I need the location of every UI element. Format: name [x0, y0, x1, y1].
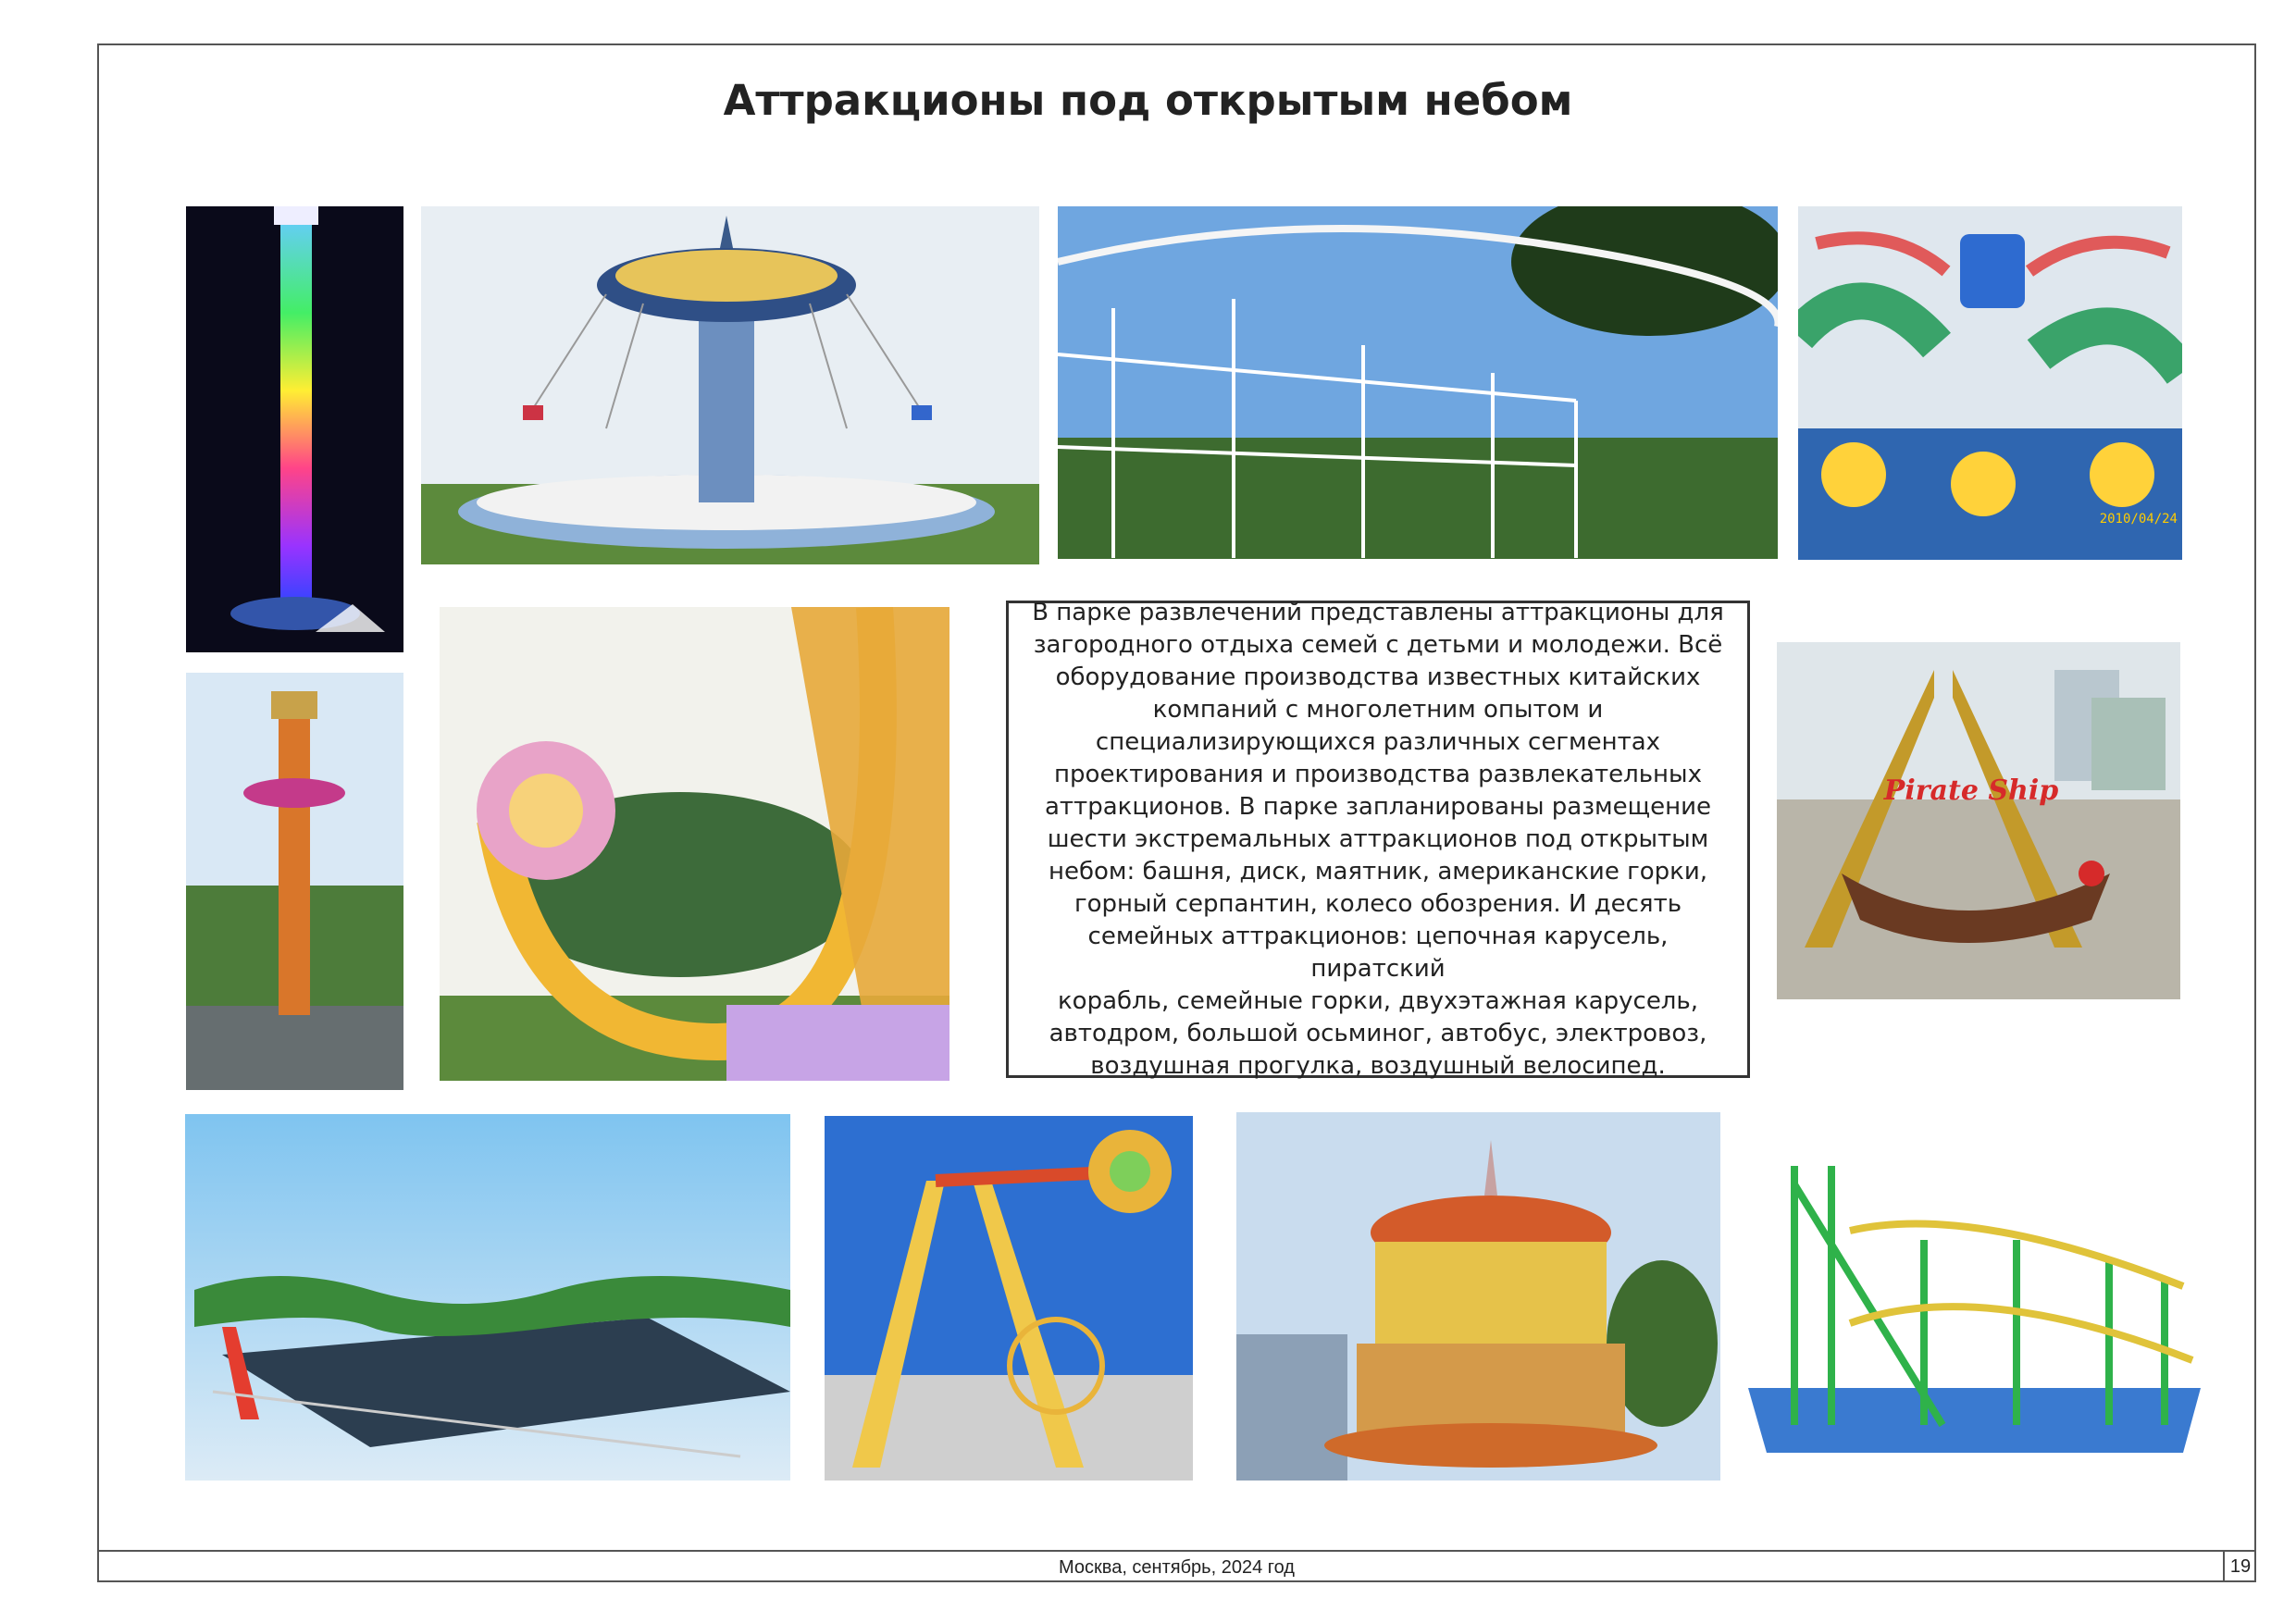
info-box [1006, 598, 1750, 1080]
photo-giant-disk-ride [440, 607, 949, 1081]
footer-location-date: Москва, сентябрь, 2024 год [1059, 1557, 1295, 1578]
photo-double-decker-carousel [1236, 1112, 1720, 1481]
pirate-ship-sign: Pirate Ship [1883, 774, 2059, 807]
photo-pirate-ship [1777, 642, 2180, 999]
photo-mountain-coaster [1739, 1147, 2201, 1481]
photo-chain-carousel [421, 206, 1039, 564]
info-text: В парке развлечений представлены аттракционы для загородного отдыха семей с детьми и молодежи. Всё оборудование производства известных китайских компаний с многолетним опытом и специализирующихся различных сегментах проектирования и производства развлекательных аттракционов. В парке запланированы размещение шести экстремальных аттракционов под открытым небом: башня, диск, маятник, американские горки, горный серпантин, колесо обозрения. И десять семейных аттракционов: цепочная карусель, пиратский корабль, семейные горки, двухэтажная карусель, автодром, большой осьминог, автобус, электровоз, воздушная прогулка, воздушный велосипед. [1032, 598, 1724, 1080]
page-number: 19 [2223, 1552, 2256, 1582]
photo-family-coaster-rendering [185, 1114, 790, 1481]
photo-pendulum-ride [825, 1116, 1193, 1481]
photo-octopus-ride [1798, 206, 2182, 560]
page-title: Аттракционы под открытым небом [723, 76, 1573, 125]
octopus-date-stamp: 2010/04/24 [2099, 512, 2178, 527]
photo-drop-tower-night [186, 206, 403, 652]
footer-bar [97, 1550, 2256, 1582]
photo-suspended-coaster [1058, 206, 1778, 559]
photo-drop-tower-day [186, 673, 403, 1090]
